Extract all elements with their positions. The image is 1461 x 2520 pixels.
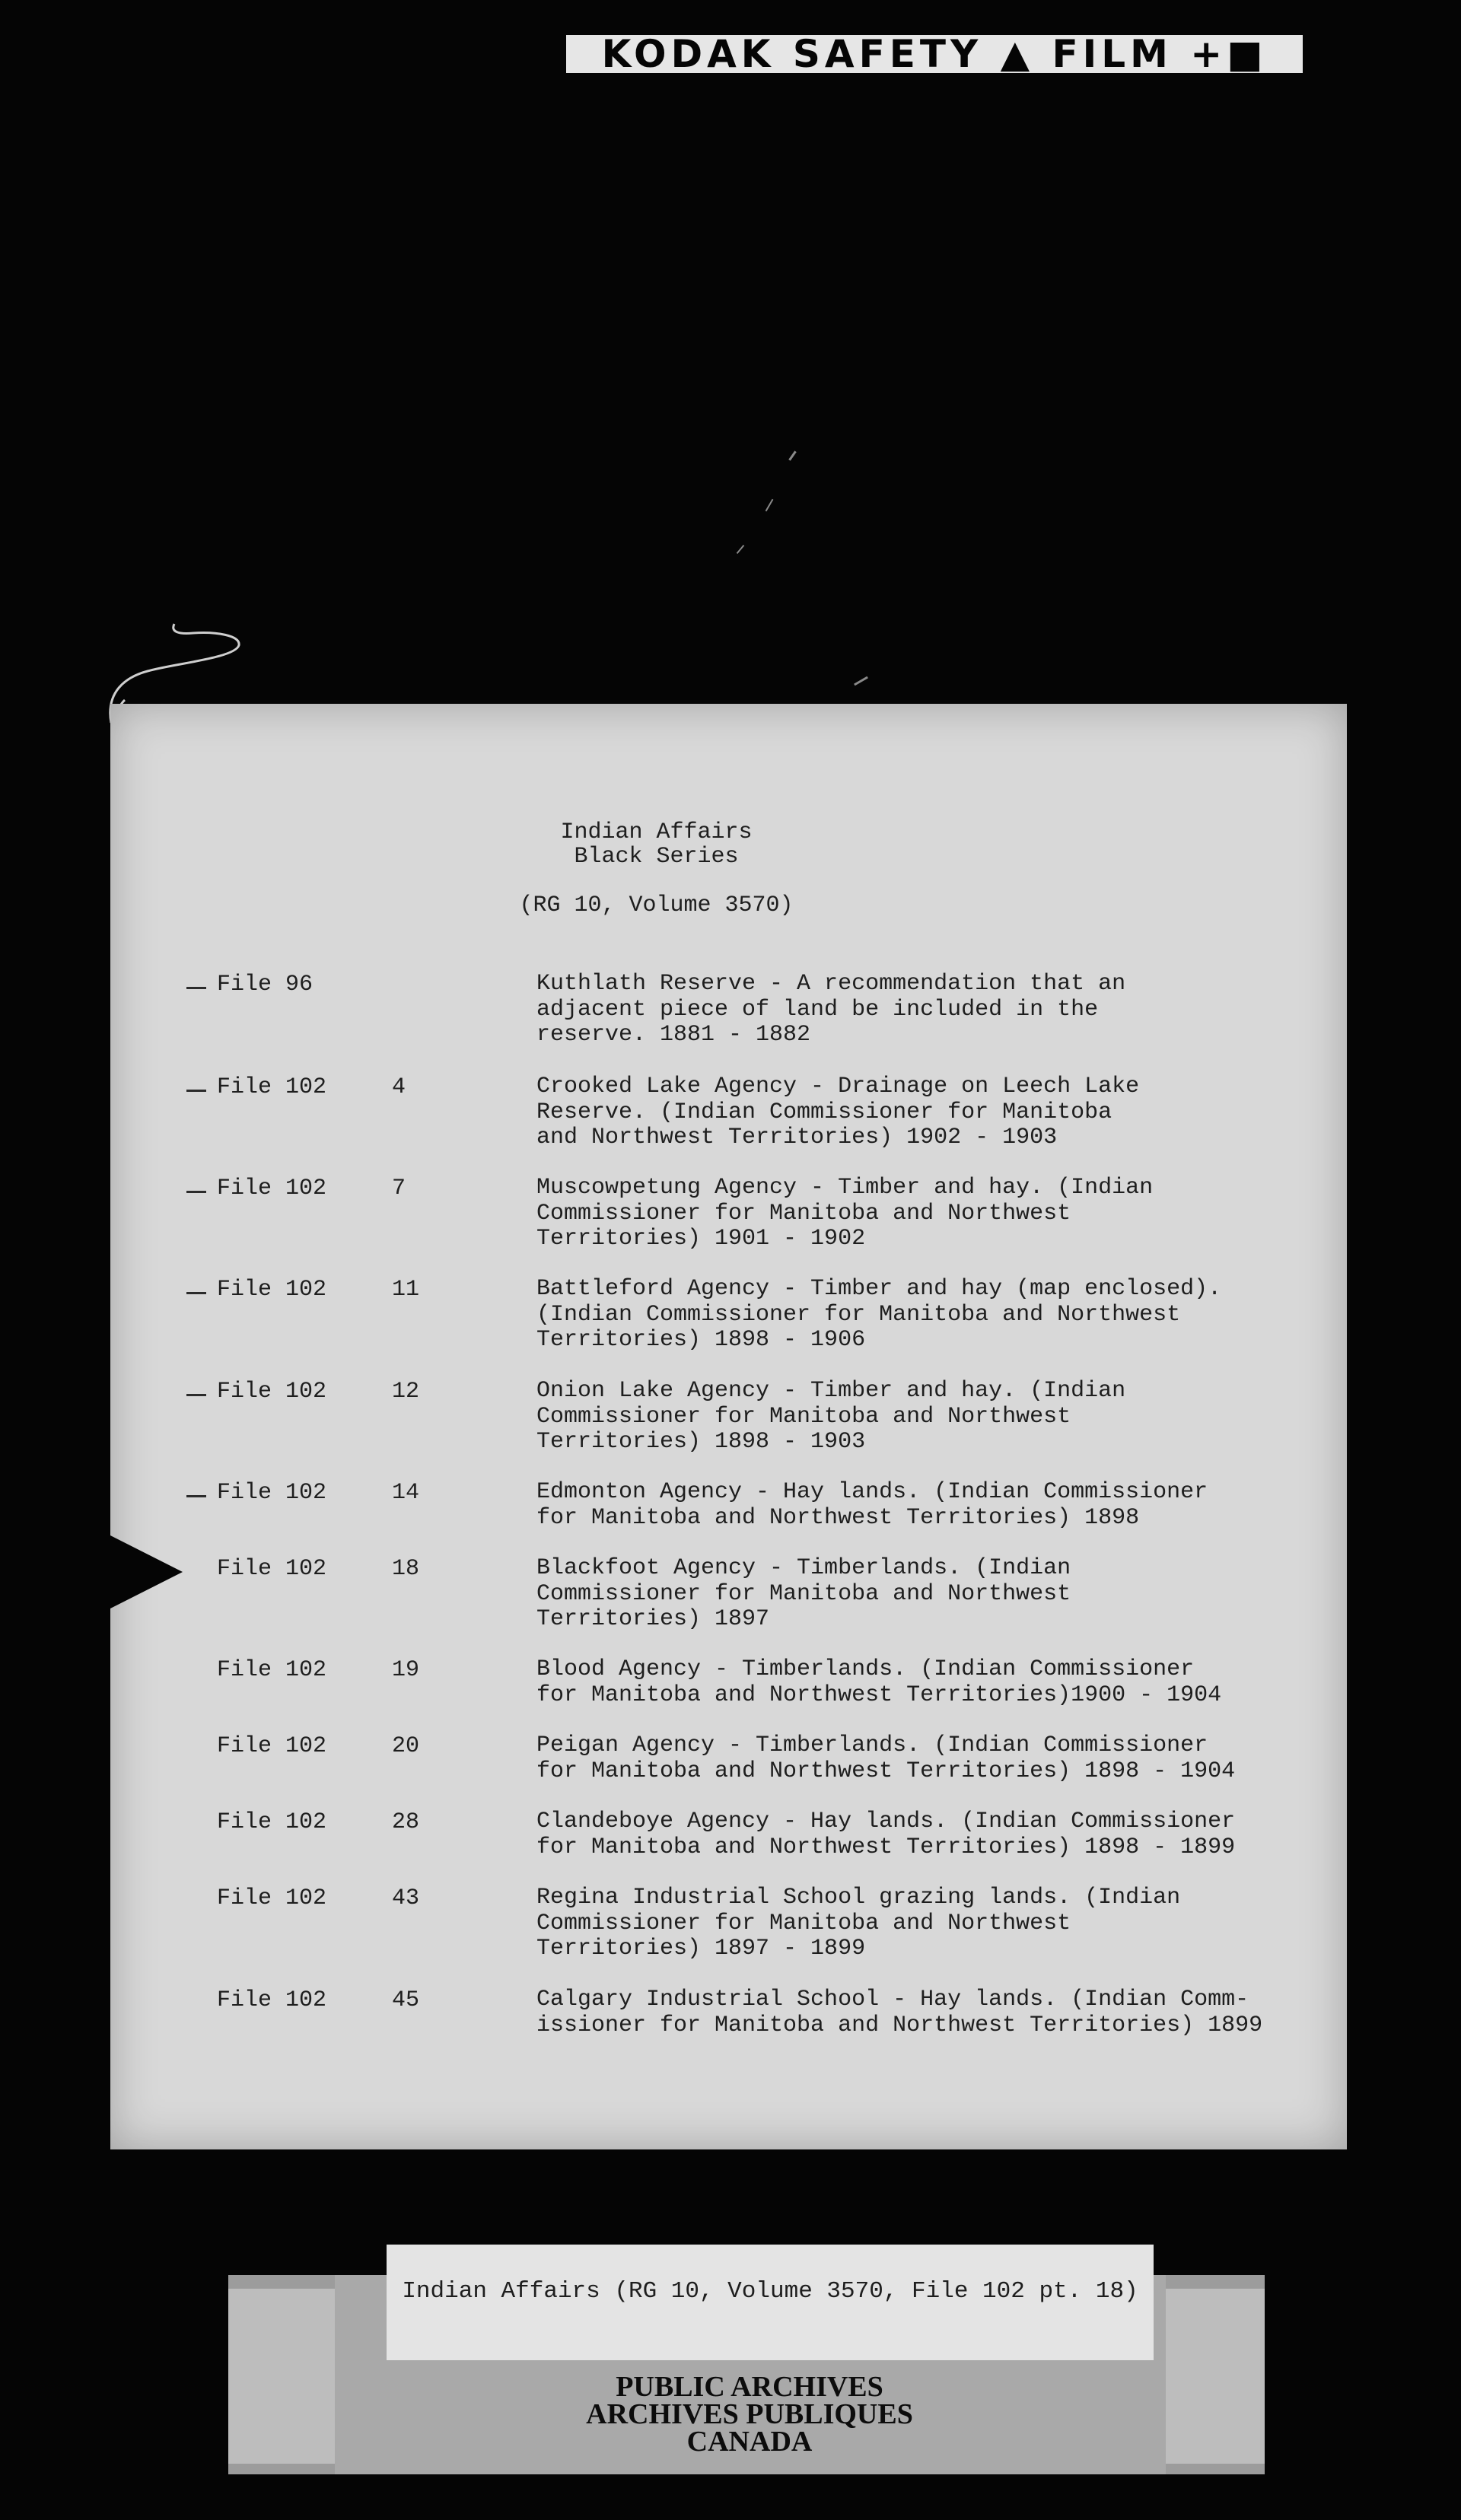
file-part: 19 — [392, 1657, 420, 1683]
description-line: Onion Lake Agency - Timber and hay. (Indian — [536, 1378, 1126, 1404]
description-line: reserve. 1881 - 1882 — [536, 1022, 811, 1048]
description-line: Commissioner for Manitoba and Northwest — [536, 1910, 1071, 1936]
file-part: 45 — [392, 1987, 420, 2013]
file-number: File 102 — [217, 1277, 327, 1303]
description-line: Territories) 1901 - 1902 — [536, 1226, 866, 1252]
file-part: 18 — [392, 1556, 420, 1582]
description-line: for Manitoba and Northwest Territories) 1898 - 1899 — [536, 1834, 1236, 1860]
file-description — [536, 1733, 1282, 1784]
file-description — [536, 972, 1282, 1048]
description-line: Peigan Agency - Timberlands. (Indian Commissioner — [536, 1732, 1208, 1758]
file-part: 28 — [392, 1809, 420, 1835]
description-line: Edmonton Agency - Hay lands. (Indian Commissioner — [536, 1479, 1208, 1505]
document-heading: Indian Affairs — [560, 819, 753, 845]
file-description — [536, 1074, 1282, 1151]
description-line: (Indian Commissioner for Manitoba and Northwest — [536, 1301, 1181, 1328]
file-label-card — [387, 2245, 1154, 2360]
check-mark-dash — [186, 1394, 206, 1396]
film-scratch — [737, 545, 745, 554]
file-number: File 96 — [217, 972, 314, 998]
description-line: Commissioner for Manitoba and Northwest — [536, 1200, 1071, 1227]
description-line: adjacent piece of land be included in the — [536, 996, 1099, 1023]
film-scratch — [788, 450, 796, 460]
film-edge-banner: KODAK SAFETY ▲ FILM +■ — [566, 35, 1303, 73]
file-description — [536, 1480, 1282, 1531]
file-part: 4 — [392, 1074, 406, 1100]
file-description — [536, 1277, 1282, 1354]
file-part: 7 — [392, 1176, 406, 1201]
file-number: File 102 — [217, 1657, 327, 1683]
description-line: Muscowpetung Agency - Timber and hay. (Indian — [536, 1175, 1154, 1201]
description-line: Battleford Agency - Timber and hay (map enclosed). — [536, 1276, 1222, 1302]
file-description — [536, 1809, 1282, 1860]
file-number: File 102 — [217, 1885, 327, 1911]
description-line: Clandeboye Agency - Hay lands. (Indian Commissioner — [536, 1809, 1236, 1834]
file-description — [536, 1885, 1282, 1962]
file-number: File 102 — [217, 1379, 327, 1405]
film-scratch — [766, 499, 774, 512]
description-line: Regina Industrial School grazing lands. (Indian — [536, 1885, 1181, 1911]
description-line: Commissioner for Manitoba and Northwest — [536, 1580, 1071, 1607]
file-label-text: Indian Affairs (RG 10, Volume 3570, File 102 pt. 18) — [402, 2278, 1138, 2305]
description-line: Territories) 1898 - 1903 — [536, 1429, 866, 1455]
description-line: Kuthlath Reserve - A recommendation that an — [536, 971, 1126, 997]
file-part: 14 — [392, 1480, 420, 1506]
file-number: File 102 — [217, 1733, 327, 1759]
description-line: Territories) 1897 - 1899 — [536, 1936, 866, 1962]
description-line: Crooked Lake Agency - Drainage on Leech Lake — [536, 1074, 1140, 1099]
file-number: File 102 — [217, 1176, 327, 1201]
description-line: and Northwest Territories) 1902 - 1903 — [536, 1125, 1058, 1150]
archive-stamp-line: PUBLIC ARCHIVES — [616, 2371, 883, 2403]
file-number: File 102 — [217, 1987, 327, 2013]
file-part: 43 — [392, 1885, 420, 1911]
file-number: File 102 — [217, 1556, 327, 1582]
document-page — [110, 704, 1347, 2149]
description-line: issioner for Manitoba and Northwest Territories) 1899 — [536, 2012, 1263, 2038]
archive-stamp-line: CANADA — [686, 2426, 813, 2458]
description-line: Territories) 1898 - 1906 — [536, 1327, 866, 1353]
description-line: Reserve. (Indian Commissioner for Manitoba — [536, 1099, 1112, 1125]
description-line: Blackfoot Agency - Timberlands. (Indian — [536, 1555, 1071, 1581]
description-line: Calgary Industrial School - Hay lands. (Indian Comm- — [536, 1987, 1249, 2013]
description-line: for Manitoba and Northwest Territories) 1898 - 1904 — [536, 1758, 1236, 1784]
file-number: File 102 — [217, 1074, 327, 1100]
file-description — [536, 1987, 1282, 2038]
file-description — [536, 1556, 1282, 1633]
description-line: for Manitoba and Northwest Territories) 1898 — [536, 1504, 1140, 1531]
file-part: 11 — [392, 1277, 420, 1303]
file-number: File 102 — [217, 1809, 327, 1835]
file-description — [536, 1657, 1282, 1708]
document-volume: (RG 10, Volume 3570) — [519, 892, 794, 918]
check-mark-dash — [186, 1090, 206, 1092]
file-part: 20 — [392, 1733, 420, 1759]
archive-stamp-line: ARCHIVES PUBLIQUES — [586, 2398, 913, 2430]
check-mark-dash — [186, 1292, 206, 1294]
document-subheading: Black Series — [574, 844, 739, 870]
film-scratch — [854, 676, 868, 686]
file-description — [536, 1379, 1282, 1456]
description-line: Blood Agency - Timberlands. (Indian Commissioner — [536, 1656, 1195, 1682]
check-mark-dash — [186, 987, 206, 989]
file-description — [536, 1176, 1282, 1252]
description-line: for Manitoba and Northwest Territories)1900 - 1904 — [536, 1682, 1222, 1708]
file-number: File 102 — [217, 1480, 327, 1506]
description-line: Territories) 1897 — [536, 1606, 770, 1632]
file-part: 12 — [392, 1379, 420, 1405]
check-mark-dash — [186, 1495, 206, 1497]
description-line: Commissioner for Manitoba and Northwest — [536, 1403, 1071, 1430]
check-mark-dash — [186, 1191, 206, 1193]
